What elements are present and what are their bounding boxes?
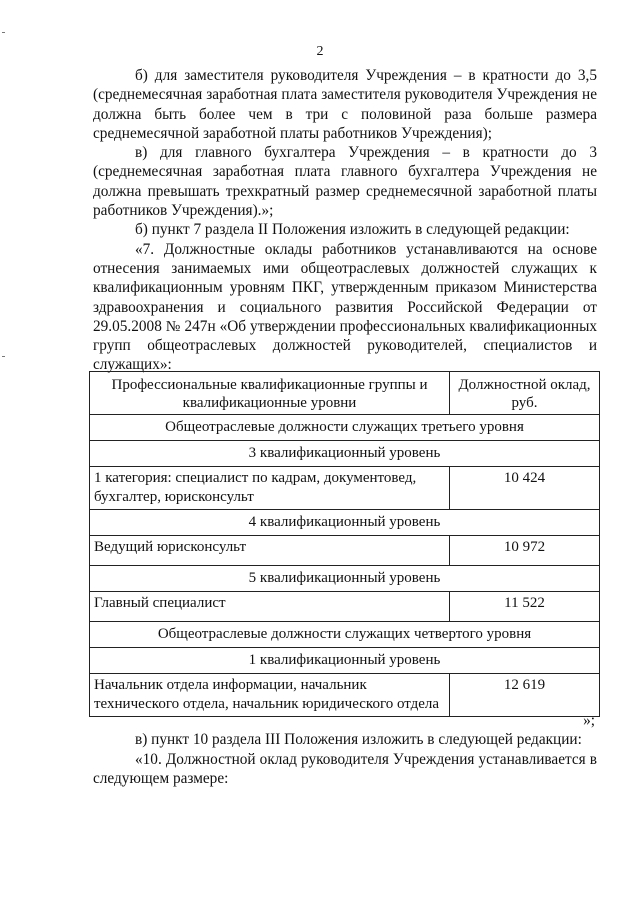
position-cell: Начальник отдела информации, начальник технического отдела, начальник юридического отдела: [90, 674, 450, 717]
qualification-level-4: 4 квалификационный уровень: [90, 510, 600, 536]
paragraph-item-7-intro: б) пункт 7 раздела II Положения изложить в следующей редакции:: [135, 221, 570, 239]
table-group-row: [90, 415, 600, 441]
position-cell: 1 категория: специалист по кадрам, документовед, бухгалтер, юрисконсульт: [90, 467, 450, 510]
table-row: [90, 536, 600, 566]
salary-cell: 12 619: [450, 674, 600, 717]
paragraph-item-7: «7. Должностные оклады работников устанавливаются на основе отнесения занимаемых ими общеотраслевых должностей служащих к квалификационным уровням ПКГ, утвержденным приказом Министерства здравоохранения и социального развития Российской Федерации от 29.05.2008 № 247н «Об утверждении профессиональных квалификационных групп общеотраслевых должностей руководителей, специалистов и служащих»:: [93, 240, 597, 374]
table-header-salary: Должностной оклад, руб.: [450, 372, 600, 415]
salary-cell: 11 522: [450, 592, 600, 622]
qualification-level-5: 5 квалификационный уровень: [90, 566, 600, 592]
table-header-row: [90, 372, 600, 415]
qualification-level-1: 1 квалификационный уровень: [90, 648, 600, 674]
group-third-level: Общеотраслевые должности служащих третьего уровня: [90, 415, 600, 441]
position-cell: Ведущий юрисконсульт: [90, 536, 450, 566]
table-level-row: [90, 510, 600, 536]
table-header-groups: Профессиональные квалификационные группы и квалификационные уровни: [90, 372, 450, 415]
paragraph-item-10: «10. Должностной оклад руководителя Учреждения устанавливается в следующем размере:: [93, 750, 597, 787]
document-body: [93, 66, 597, 375]
table-level-row: [90, 441, 600, 467]
table-row: [90, 592, 600, 622]
margin-mark: [2, 356, 5, 357]
qualification-level-3: 3 квалификационный уровень: [90, 441, 600, 467]
table-row: [90, 467, 600, 510]
table-group-row: [90, 622, 600, 648]
page-number: 2: [316, 44, 324, 59]
salary-cell: 10 424: [450, 467, 600, 510]
paragraph-item-10-intro: в) пункт 10 раздела III Положения изложить в следующей редакции:: [135, 731, 582, 749]
margin-mark: [2, 32, 5, 33]
group-fourth-level: Общеотраслевые должности служащих четвертого уровня: [90, 622, 600, 648]
paragraph-chief-accountant: в) для главного бухгалтера Учреждения – в кратности до 3 (среднемесячная заработная плата главного бухгалтера Учреждения не должна превышать трехкратный размер среднемесячной заработной платы работников Учреждения).»;: [93, 144, 597, 220]
paragraph-deputy: б) для заместителя руководителя Учреждения – в кратности до 3,5 (среднемесячная заработная плата заместителя руководителя Учреждения не должна быть более чем в три с половиной раза больше размера среднемесячной заработной платы работников Учреждения);: [93, 67, 597, 142]
salary-cell: 10 972: [450, 536, 600, 566]
document-tail: [93, 711, 597, 788]
position-cell: Главный специалист: [90, 592, 450, 622]
table-level-row: [90, 648, 600, 674]
closing-quote: »;: [583, 712, 595, 729]
table-level-row: [90, 566, 600, 592]
salary-table: [89, 371, 600, 717]
